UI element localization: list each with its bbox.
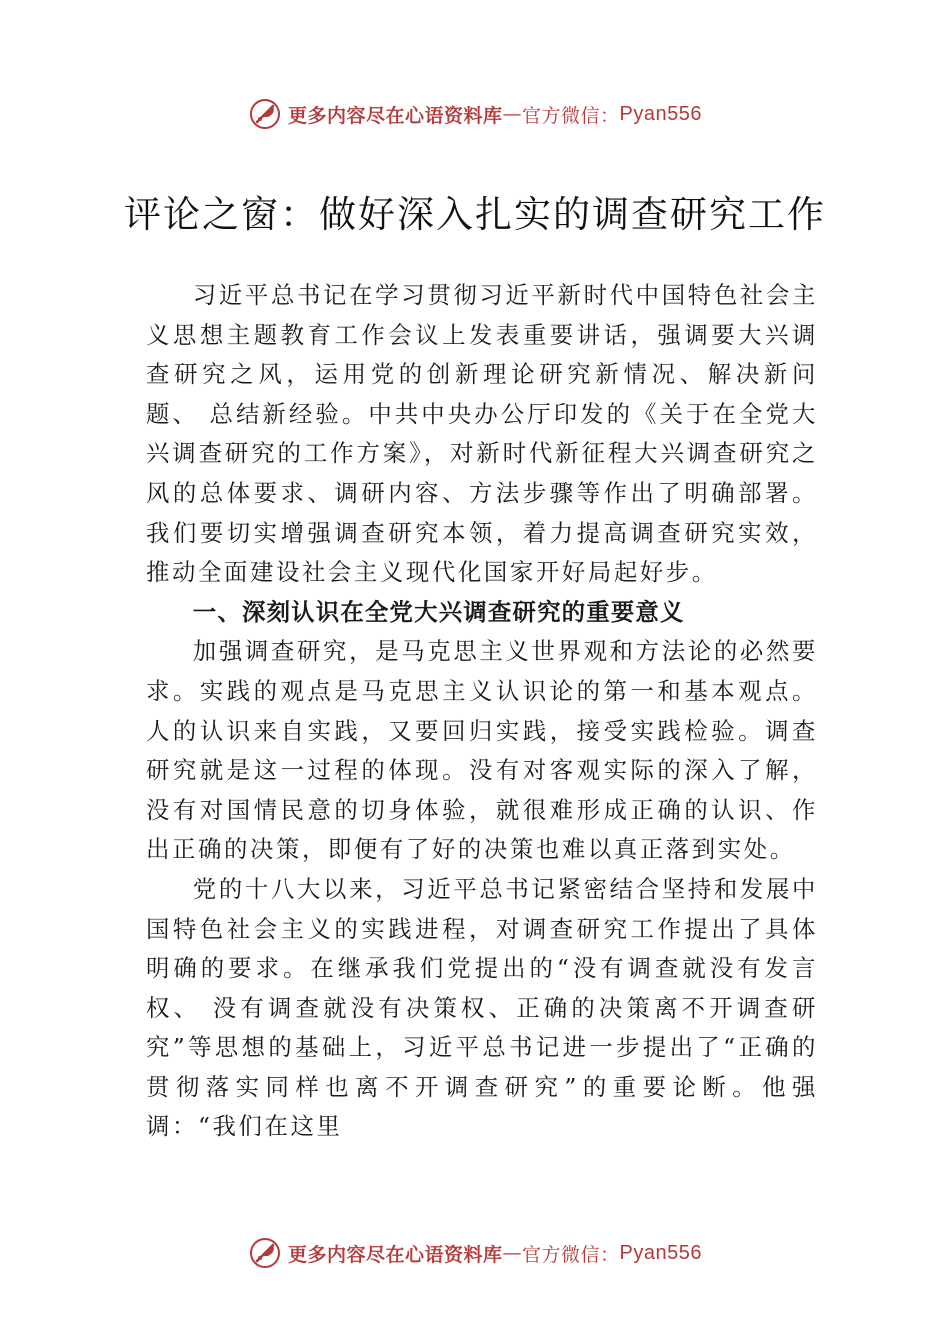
paragraph-significance: 加强调查研究，是马克思主义世界观和方法论的必然要求。实践的观点是马克思主义认识论的第一和基本观点。人的认识来自实践，又要回归实践，接受实践检验。调查研究就是这一过程的体现。没有对客观实际的深入了解，没有对国情民意的切身体验，就很难形成正确的认识、作出正确的决策，即便有了好的决策也难以真正落到实处。 [146,637,818,864]
quill-logo-icon [248,1236,282,1270]
watermark-wechat-label: 官方微信： [522,104,620,127]
watermark-dash: — [502,103,523,125]
watermark-wechat-id: Pyan556 [619,102,702,125]
watermark-footer [0,1233,950,1273]
paragraph-intro: 习近平总书记在学习贯彻习近平新时代中国特色社会主义思想主题教育工作会议上发表重要讲话，强调要大兴调查研究之风，运用党的创新理论研究新情况、解决新问题、 总结新经验。中共中央办公厅印发的《关于在全党大兴调查研究的工作方案》，对新时代新征程大兴调查研究之风的总体要求、调研内容、方法步骤等作出了明确部署。我们要切实增强调查研究本领，着力提高调查研究实效，推动全面建设社会主义现代化国家开好局起好步。 [146,281,818,587]
watermark-dash: — [502,1242,523,1264]
watermark-header [0,94,950,134]
document-title: 评论之窗：做好深入扎实的调查研究工作 [124,193,826,236]
watermark-brand: 更多内容尽在心语资料库 [288,104,503,127]
watermark-wechat-label: 官方微信： [522,1243,620,1266]
section-heading: 一、深刻认识在全党大兴调查研究的重要意义 [192,597,685,626]
watermark-wechat-id: Pyan556 [619,1241,702,1264]
watermark-brand: 更多内容尽在心语资料库 [288,1243,503,1266]
paragraph-since-18th-congress: 党的十八大以来，习近平总书记紧密结合坚持和发展中国特色社会主义的实践进程，对调查研究工作提出了具体明确的要求。在继承我们党提出的“没有调查就没有发言权、 没有调查就没有决策权、正确的决策离不开调查研究”等思想的基础上，习近平总书记进一步提出了“正确的贯彻落实同样也离不开调查研究”的重要论断。他强调：“我们在这里 [146,874,818,1141]
quill-logo-icon [248,97,282,131]
document-body [146,276,818,1147]
